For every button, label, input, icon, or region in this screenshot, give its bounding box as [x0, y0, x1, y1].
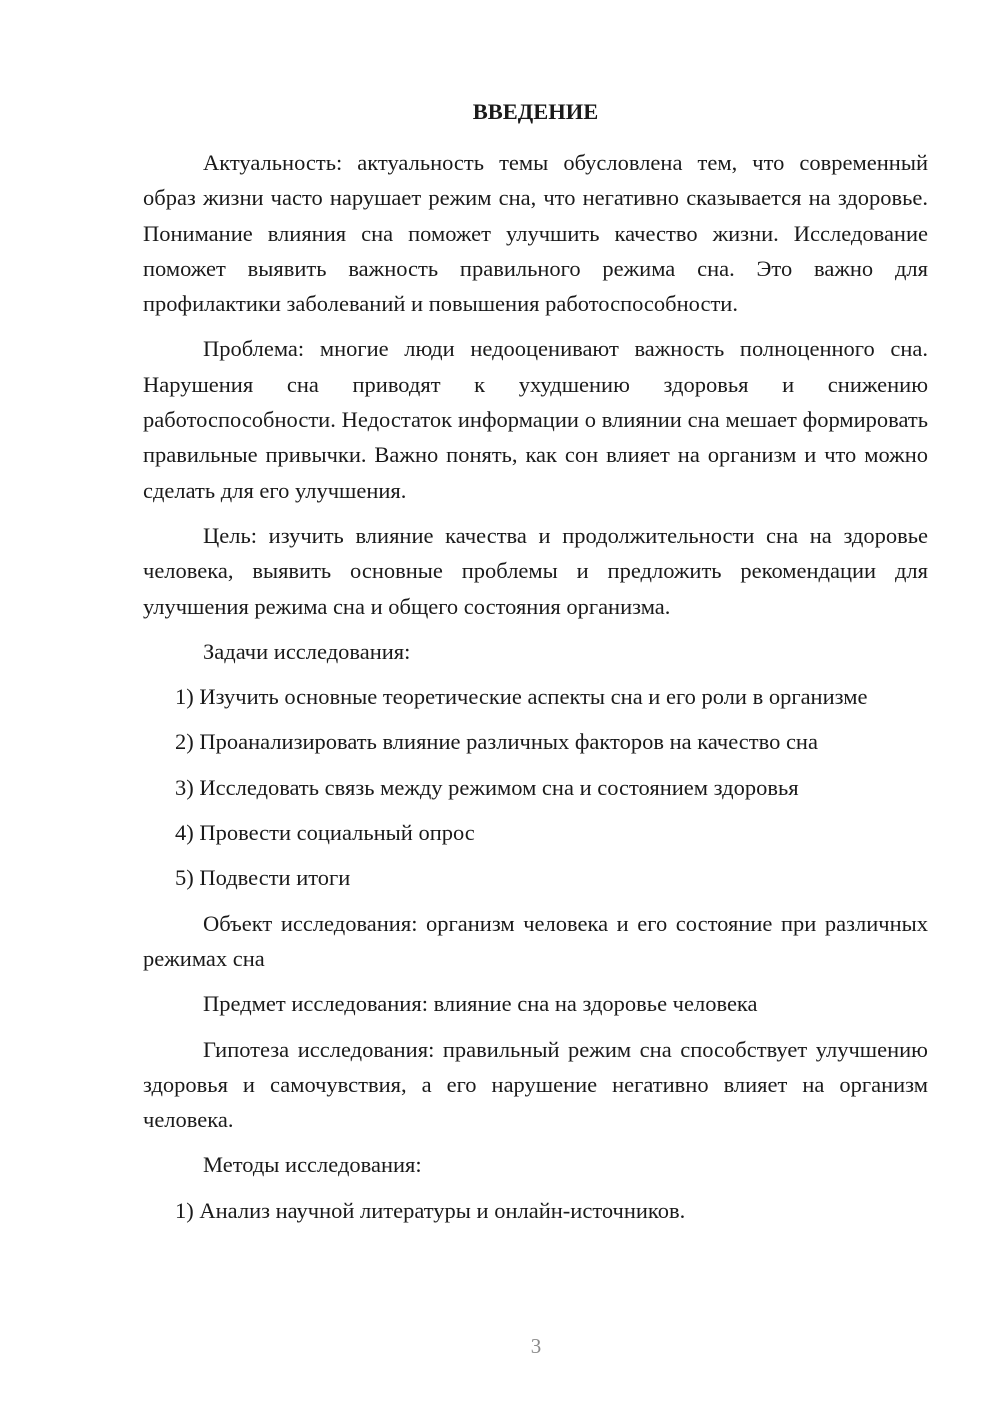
relevance-paragraph: Актуальность: актуальность темы обусловлена тем, что современный образ жизни часто нарушает режим сна, что негативно сказывается на здоровье. Понимание влияния сна поможет улучшить качество жизни. Исследование поможет выявить важность правильного режима сна. Это важно для профилактики заболеваний и повышения работоспособности.: [143, 150, 928, 317]
method-item-1: 1) Анализ научной литературы и онлайн-источников.: [175, 1197, 686, 1223]
task-item-2: 2) Проанализировать влияние различных факторов на качество сна: [175, 729, 818, 755]
object-paragraph: Объект исследования: организм человека и его состояние при различных режимах сна: [143, 910, 928, 971]
task-item-5: 5) Подвести итоги: [175, 865, 351, 891]
task-item-1: 1) Изучить основные теоретические аспекты сна и его роли в организме: [175, 684, 868, 710]
task-item-4: 4) Провести социальный опрос: [175, 820, 475, 846]
tasks-label: Задачи исследования:: [203, 638, 411, 664]
hypothesis-paragraph: Гипотеза исследования: правильный режим сна способствует улучшению здоровья и самочувствия, а его нарушение негативно влияет на организм человека.: [143, 1036, 928, 1133]
task-item-3: 3) Исследовать связь между режимом сна и состоянием здоровья: [175, 774, 799, 800]
page-number: 3: [530, 1334, 542, 1358]
goal-paragraph: Цель: изучить влияние качества и продолжительности сна на здоровье человека, выявить основные проблемы и предложить рекомендации для улучшения режима сна и общего состояния организма.: [143, 522, 928, 619]
section-heading: ВВЕДЕНИЕ: [472, 99, 599, 124]
methods-label: Методы исследования:: [203, 1152, 422, 1178]
problem-paragraph: Проблема: многие люди недооценивают важность полноценного сна. Нарушения сна приводят к ухудшению здоровья и снижению работоспособности. Недостаток информации о влиянии сна мешает формировать правильные привычки. Важно понять, как сон влияет на организм и что можно сделать для его улучшения.: [143, 336, 928, 503]
page-content: [143, 94, 928, 1238]
subject-paragraph: Предмет исследования: влияние сна на здоровье человека: [203, 991, 758, 1017]
